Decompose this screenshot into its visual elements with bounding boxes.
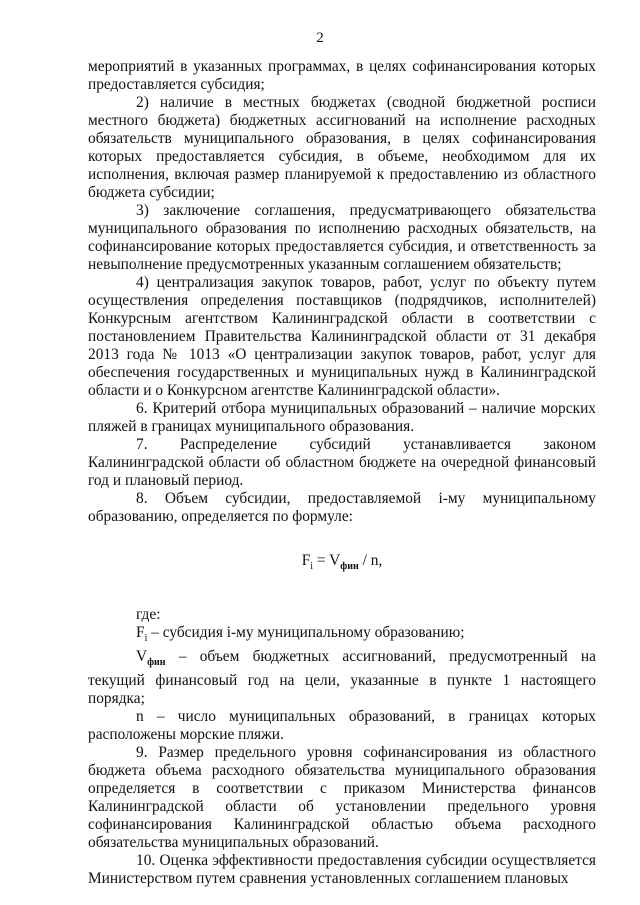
formula-v-sub: фин (340, 561, 359, 573)
paragraph: мероприятий в указанных программах, в целях софинансирования которых предоставляется субсидия; (88, 58, 596, 93)
paragraph: 2) наличие в местных бюджетах (сводной бюджетной росписи местного бюджета) бюджетных ассигнований на исполнение расходных обязательств муниципального образования, в целях софинансирования которых предоставляется субсидия, в объеме, необходимом для их исполнения, включая размер планируемой к предоставлению из областного бюджета субсидии; (88, 94, 596, 201)
def-v-sub: фин (147, 657, 166, 669)
def-v-text: – объем бюджетных ассигнований, предусмотренный на текущий финансовый год на цели, указанные в пункте 1 настоящего порядка; (88, 648, 596, 708)
formula-lhs: F (301, 552, 311, 569)
def-f-sub: i (144, 633, 148, 645)
paragraph: 9. Размер предельного уровня софинансирования из областного бюджета объема расходного обязательства муниципального образования определяется в соответствии с приказом Министерства финансов Калининградской области об установлении предельного уровня софинансирования Калининградской областью объема расходного обязательства муниципальных образований. (88, 744, 596, 852)
formula (88, 552, 596, 576)
def-f-text: – субсидия i-му муниципальному образованию; (147, 624, 465, 642)
definition-n: n – число муниципальных образований, в границах которых расположены морские пляжи. (88, 708, 596, 744)
where-label: где: (136, 606, 161, 624)
paragraph: 4) централизация закупок товаров, работ, услуг по объекту путем осуществления определения поставщиков (подрядчиков, исполнителей) Конкурсным агентством Калининградской области в соответствии с постановлением Правительства Калининградской области от 31 декабря 2013 года № 1013 «О централизации закупок товаров, работ, услуг для обеспечения государственных и муниципальных нужд в Калининградской области и о Конкурсном агентстве Калининградской области». (88, 274, 596, 399)
document-body (88, 58, 596, 888)
def-f-sym: F (136, 624, 145, 642)
page-number: 2 (316, 30, 324, 46)
formula-rhs: / n, (358, 552, 383, 569)
formula-lhs-sub: i (310, 561, 314, 573)
paragraph: 3) заключение соглашения, предусматривающего обязательства муниципального образования по исполнению расходных обязательств, на софинансирование которых предоставляется субсидия, и ответственность за невыполнение предусмотренных указанным соглашением обязательств; (88, 202, 596, 273)
formula-eq: = V (313, 552, 341, 569)
paragraph: 10. Оценка эффективности предоставления субсидии осуществляется Министерством путем сравнения установленных соглашением плановых (88, 852, 596, 888)
definition-v (88, 648, 596, 708)
paragraph: 6. Критерий отбора муниципальных образований – наличие морских пляжей в границах муниципального образования. (88, 400, 596, 435)
def-v-sym: V (136, 648, 148, 666)
definition-f (88, 624, 596, 648)
paragraph: 8. Объем субсидии, предоставляемой i-му муниципальному образованию, определяется по формуле: (88, 490, 596, 525)
paragraph: 7. Распределение субсидий устанавливается законом Калининградской области об областном бюджете на очередной финансовый год и плановый период. (88, 436, 596, 489)
